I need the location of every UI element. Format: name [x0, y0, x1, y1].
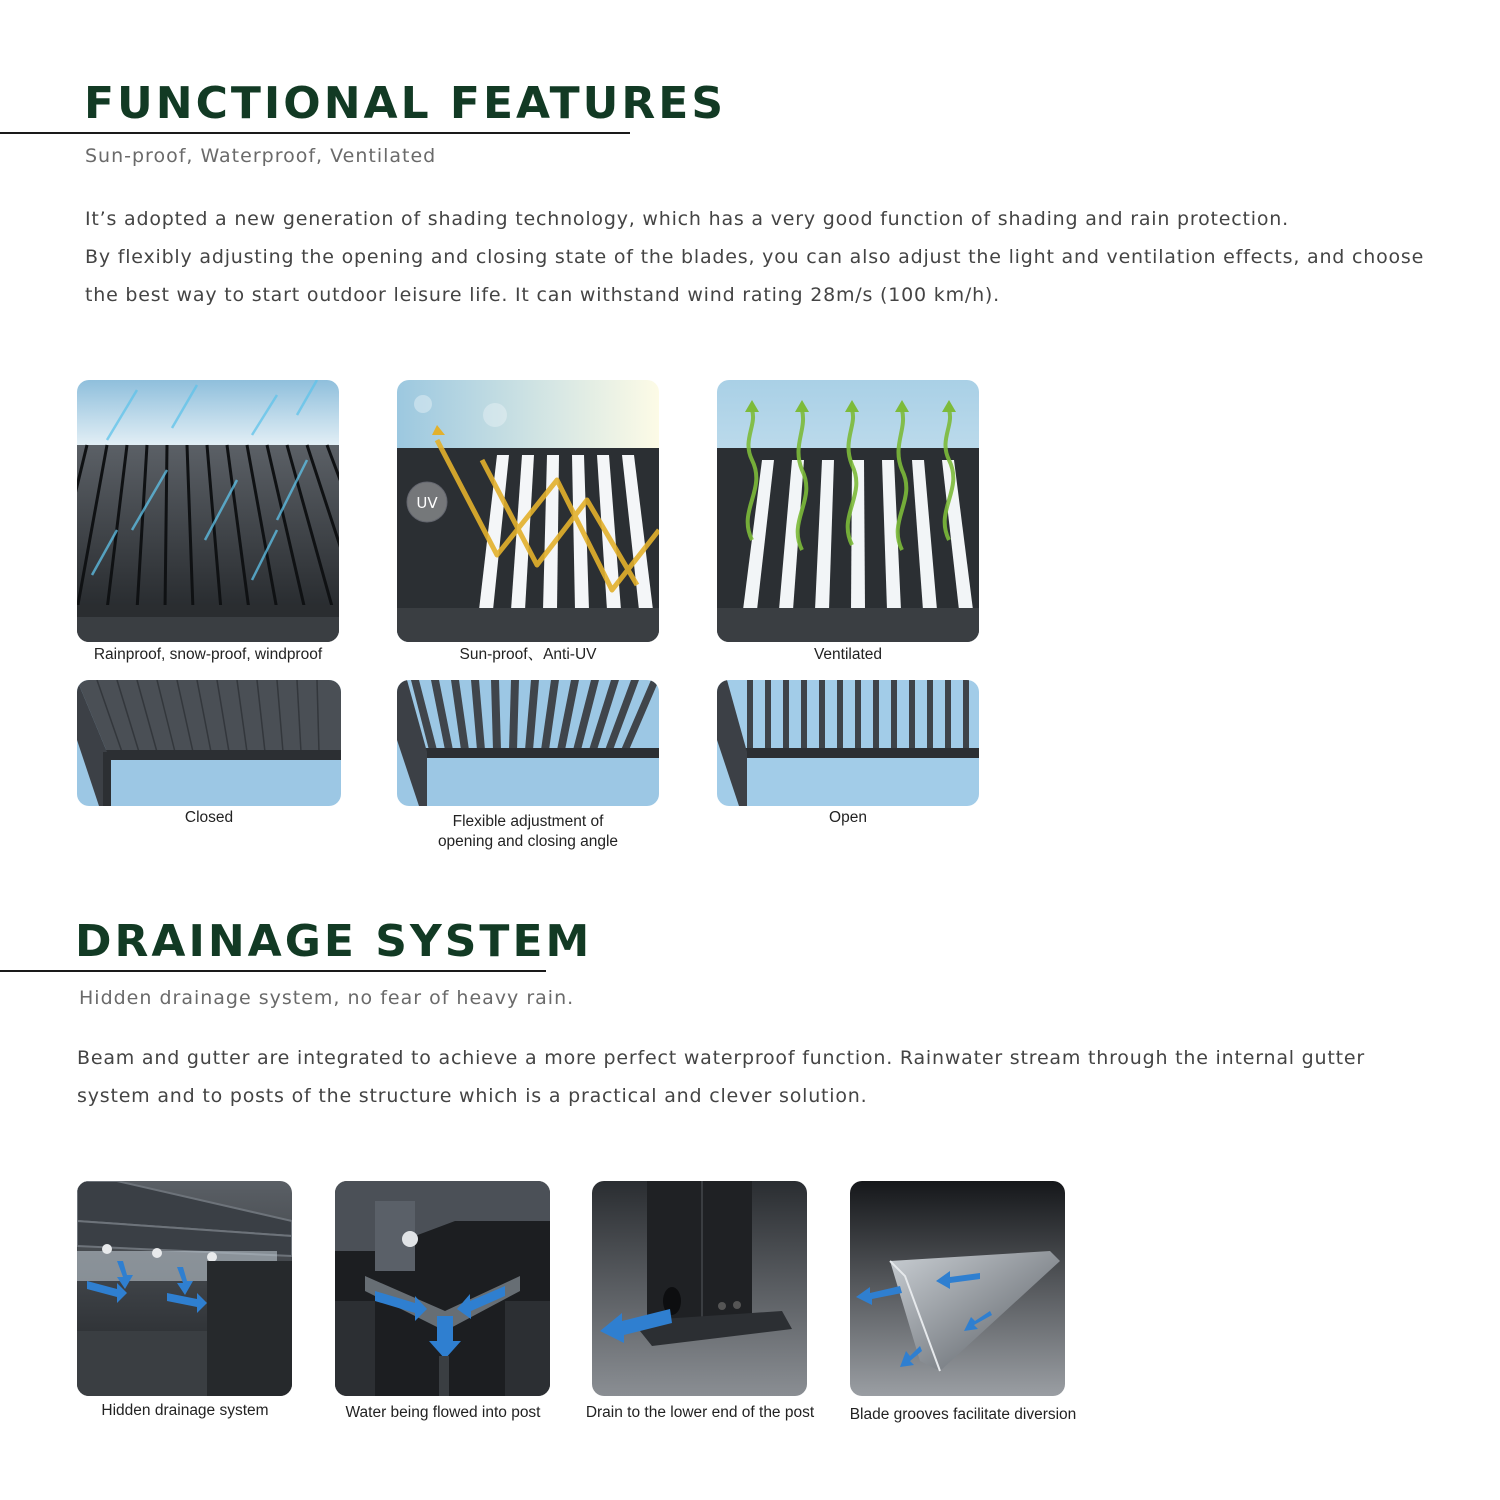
caption-rainproof: Rainproof, snow-proof, windproof — [93, 646, 323, 663]
caption-open: Open — [829, 809, 867, 826]
caption-closed: Closed — [184, 809, 234, 826]
rainproof-image — [77, 380, 339, 642]
paragraph-line: It’s adopted a new generation of shading technology, which has a very good function of shading and rain protection. — [85, 208, 1289, 230]
caption-ventilated: Ventilated — [813, 646, 883, 663]
paragraph-line: By flexibly adjusting the opening and closing state of the blades, you can also adjust the light and ventilation effects, and choose the best way to start outdoor leisure life. It can withstand wind rating 28m/s (100 km/h). — [85, 246, 1425, 306]
caption-blade-grooves: Blade grooves facilitate diversion — [849, 1406, 1077, 1423]
caption-drain-lower-end: Drain to the lower end of the post — [585, 1404, 815, 1421]
open-roof-image — [717, 680, 979, 806]
ventilated-image — [717, 380, 979, 642]
closed-roof-image — [77, 680, 341, 806]
uv-label: UV — [416, 494, 438, 512]
water-into-post-image — [335, 1181, 550, 1396]
caption-line: Flexible adjustment of — [452, 813, 604, 830]
section-subtitle-functional: Sun-proof, Waterproof, Ventilated — [85, 145, 437, 167]
hidden-drainage-image — [77, 1181, 292, 1396]
title-underline — [0, 970, 546, 972]
section-title-functional: FUNCTIONAL FEATURES — [84, 78, 727, 129]
caption-sunproof: Sun-proof、Anti-UV — [459, 646, 597, 663]
section-subtitle-drainage: Hidden drainage system, no fear of heavy rain. — [79, 987, 575, 1009]
caption-hidden-drainage: Hidden drainage system — [101, 1402, 269, 1419]
caption-line: opening and closing angle — [437, 833, 619, 850]
section-paragraph-drainage: Beam and gutter are integrated to achieve a more perfect waterproof function. Rainwater stream through the internal gutter system and to posts of the structure which is a practical and clever solution. — [77, 1047, 1365, 1107]
caption-flexible-adjustment — [397, 812, 659, 852]
title-underline — [0, 132, 630, 134]
section-paragraph-functional — [85, 200, 1425, 314]
sunproof-image — [397, 380, 659, 642]
drain-lower-end-image — [592, 1181, 807, 1396]
caption-water-into-post: Water being flowed into post — [345, 1404, 541, 1421]
section-title-drainage: DRAINAGE SYSTEM — [75, 916, 593, 967]
blade-grooves-image — [850, 1181, 1065, 1396]
flexible-adjustment-image — [397, 680, 659, 806]
